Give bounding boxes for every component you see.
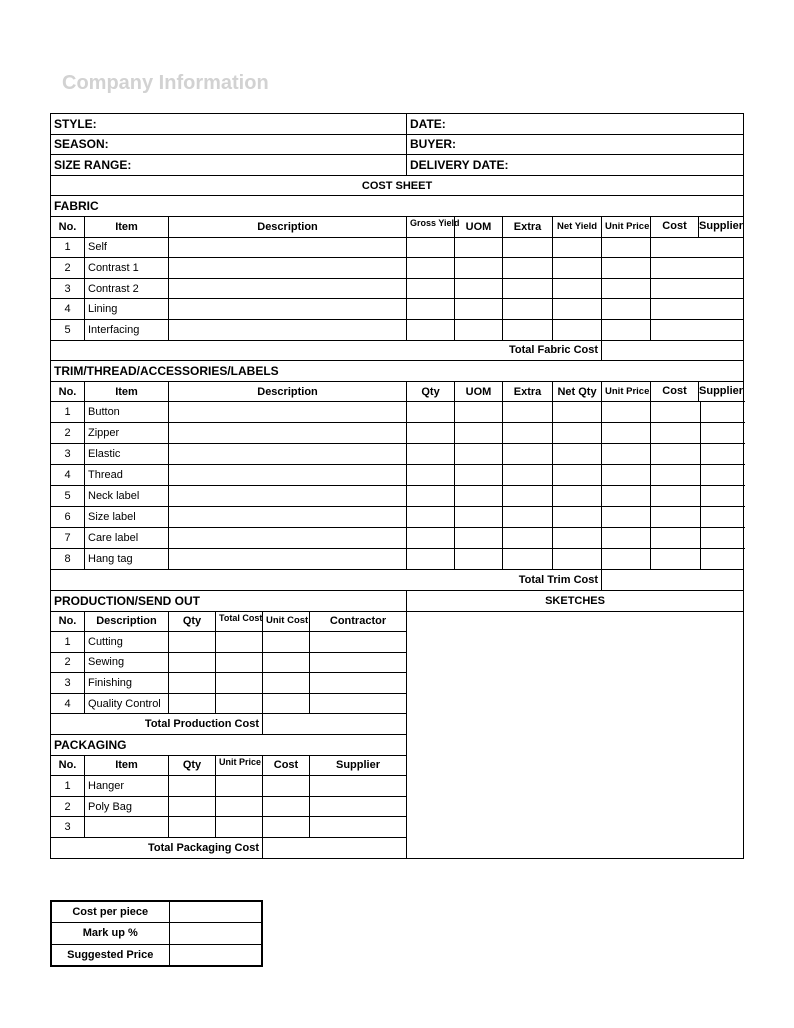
packaging-col-unit-price: Unit Price	[216, 755, 263, 776]
item-cell[interactable]: Neck label	[85, 486, 169, 507]
row-number: 5	[51, 486, 85, 507]
description-cell[interactable]: Finishing	[85, 673, 169, 694]
trim-col-uom: UOM	[455, 381, 503, 402]
fabric-col-extra: Extra	[503, 216, 553, 237]
description-cell[interactable]	[169, 402, 407, 423]
production-col-no: No.	[51, 611, 85, 632]
fabric-col-net-yield: Net Yield	[553, 216, 602, 237]
date-field[interactable]	[407, 114, 744, 135]
description-cell[interactable]	[169, 319, 407, 340]
description-cell[interactable]: Quality Control	[85, 693, 169, 714]
description-cell[interactable]: Cutting	[85, 632, 169, 653]
cost-per-piece-row	[51, 901, 262, 923]
row-number: 3	[51, 673, 85, 694]
row-number: 4	[51, 465, 85, 486]
size-range-row	[51, 155, 744, 176]
trim-col-extra: Extra	[503, 381, 553, 402]
trim-row	[51, 507, 744, 528]
fabric-total-row	[51, 340, 744, 361]
season-label: SEASON:	[54, 137, 109, 152]
cost-sheet-title: COST SHEET	[51, 175, 744, 196]
description-cell[interactable]	[169, 444, 407, 465]
row-number: 3	[51, 444, 85, 465]
row-number: 3	[51, 278, 85, 299]
fabric-col-no: No.	[51, 216, 85, 237]
row-number: 1	[51, 237, 85, 258]
fabric-col-unit-price: Unit Price	[602, 216, 651, 237]
row-number: 5	[51, 319, 85, 340]
fabric-row	[51, 299, 744, 320]
mark-up-row	[51, 923, 262, 945]
size-range-label: SIZE RANGE:	[54, 157, 132, 172]
item-cell[interactable]: Interfacing	[85, 319, 169, 340]
item-cell[interactable]: Elastic	[85, 444, 169, 465]
trim-title: TRIM/THREAD/ACCESSORIES/LABELS	[51, 361, 744, 382]
style-label: STYLE:	[54, 116, 97, 131]
total-trim-cost-value[interactable]	[602, 570, 744, 591]
production-col-description: Description	[85, 611, 169, 632]
delivery-date-label: DELIVERY DATE:	[410, 157, 509, 172]
row-number: 7	[51, 528, 85, 549]
fabric-col-supplier: Supplier	[699, 219, 744, 232]
row-number: 2	[51, 796, 85, 817]
description-cell[interactable]	[169, 528, 407, 549]
fabric-row	[51, 278, 744, 299]
fabric-title: FABRIC	[51, 196, 744, 217]
trim-total-row	[51, 570, 744, 591]
row-number: 3	[51, 817, 85, 838]
date-label: DATE:	[410, 116, 446, 131]
row-number: 1	[51, 776, 85, 797]
trim-row	[51, 528, 744, 549]
fabric-row	[51, 319, 744, 340]
item-cell[interactable]: Care label	[85, 528, 169, 549]
total-fabric-cost-value[interactable]	[602, 340, 744, 361]
row-number: 1	[51, 402, 85, 423]
style-row	[51, 114, 744, 135]
fabric-col-item: Item	[85, 216, 169, 237]
row-number: 4	[51, 299, 85, 320]
fabric-row	[51, 237, 744, 258]
cost-per-piece-label: Cost per piece	[51, 901, 169, 923]
sketches-area[interactable]	[407, 611, 744, 858]
production-col-unit-cost: Unit Cost	[263, 611, 310, 632]
trim-col-description: Description	[169, 381, 407, 402]
trim-row	[51, 465, 744, 486]
row-number: 2	[51, 652, 85, 673]
packaging-col-supplier: Supplier	[310, 755, 407, 776]
trim-row	[51, 444, 744, 465]
trim-row	[51, 549, 744, 570]
item-cell[interactable]: Contrast 1	[85, 258, 169, 279]
row-number: 8	[51, 549, 85, 570]
buyer-label: BUYER:	[410, 137, 457, 152]
fabric-col-cost: Cost	[651, 217, 699, 237]
company-information-title: Company Information	[62, 72, 269, 94]
trim-col-qty: Qty	[407, 381, 455, 402]
mark-up-value[interactable]	[169, 923, 262, 945]
buyer-field[interactable]	[407, 134, 744, 155]
item-cell[interactable]: Button	[85, 402, 169, 423]
row-number: 4	[51, 693, 85, 714]
item-cell[interactable]: Thread	[85, 465, 169, 486]
description-cell[interactable]	[169, 486, 407, 507]
total-trim-cost-label: Total Trim Cost	[51, 570, 602, 591]
trim-col-supplier: Supplier	[699, 384, 744, 397]
description-cell[interactable]	[169, 549, 407, 570]
fabric-column-headers	[51, 216, 744, 237]
packaging-col-cost: Cost	[263, 755, 310, 776]
item-cell[interactable]: Hanger	[85, 776, 169, 797]
row-number: 1	[51, 632, 85, 653]
item-cell[interactable]: Size label	[85, 507, 169, 528]
trim-col-cost: Cost	[651, 382, 699, 402]
size-range-field[interactable]	[51, 155, 407, 176]
description-cell[interactable]	[169, 465, 407, 486]
suggested-price-row	[51, 944, 262, 966]
packaging-col-qty: Qty	[169, 755, 216, 776]
row-number: 2	[51, 423, 85, 444]
description-cell[interactable]: Sewing	[85, 652, 169, 673]
trim-col-net-qty: Net Qty	[553, 381, 602, 402]
packaging-col-item: Item	[85, 755, 169, 776]
trim-column-headers	[51, 381, 744, 402]
packaging-title: PACKAGING	[51, 735, 407, 756]
trim-row	[51, 402, 744, 423]
fabric-col-description: Description	[169, 216, 407, 237]
item-cell[interactable]: Contrast 2	[85, 278, 169, 299]
row-number: 2	[51, 258, 85, 279]
description-cell[interactable]	[169, 299, 407, 320]
total-production-cost-label: Total Production Cost	[51, 714, 263, 735]
mark-up-label: Mark up %	[51, 923, 169, 945]
packaging-col-no: No.	[51, 755, 85, 776]
fabric-row	[51, 258, 744, 279]
cost-sheet-title-row	[51, 175, 744, 196]
item-cell[interactable]: Poly Bag	[85, 796, 169, 817]
season-field[interactable]	[51, 134, 407, 155]
item-cell[interactable]: Zipper	[85, 423, 169, 444]
item-cell[interactable]: Self	[85, 237, 169, 258]
production-title: PRODUCTION/SEND OUT	[51, 590, 407, 611]
production-col-contractor: Contractor	[310, 611, 407, 632]
cost-sheet-table	[50, 113, 744, 859]
row-number: 6	[51, 507, 85, 528]
style-field[interactable]	[51, 114, 407, 135]
production-section-header	[51, 590, 744, 611]
description-cell[interactable]	[169, 423, 407, 444]
fabric-section-header	[51, 196, 744, 217]
season-row	[51, 134, 744, 155]
trim-section-header	[51, 361, 744, 382]
production-col-total-cost: Total Cost	[216, 611, 263, 632]
production-col-qty: Qty	[169, 611, 216, 632]
total-packaging-cost-value[interactable]	[263, 838, 407, 859]
description-cell[interactable]	[169, 507, 407, 528]
description-cell[interactable]	[169, 258, 407, 279]
trim-row	[51, 423, 744, 444]
total-fabric-cost-label: Total Fabric Cost	[51, 340, 602, 361]
total-packaging-cost-label: Total Packaging Cost	[51, 838, 263, 859]
fabric-col-gross-yield: Gross Yield	[407, 216, 455, 237]
suggested-price-value[interactable]	[169, 944, 262, 966]
production-column-headers	[51, 611, 744, 632]
item-cell[interactable]	[85, 817, 169, 838]
trim-col-no: No.	[51, 381, 85, 402]
cost-per-piece-value[interactable]	[169, 901, 262, 923]
total-production-cost-value[interactable]	[263, 714, 407, 735]
trim-row	[51, 486, 744, 507]
description-cell[interactable]	[169, 278, 407, 299]
item-cell[interactable]: Lining	[85, 299, 169, 320]
item-cell[interactable]: Hang tag	[85, 549, 169, 570]
sketches-title: SKETCHES	[407, 590, 744, 611]
delivery-date-field[interactable]	[407, 155, 744, 176]
trim-col-unit-price: Unit Price	[602, 381, 651, 402]
suggested-price-label: Suggested Price	[51, 944, 169, 966]
pricing-summary-table	[50, 900, 263, 967]
fabric-col-uom: UOM	[455, 216, 503, 237]
trim-col-item: Item	[85, 381, 169, 402]
description-cell[interactable]	[169, 237, 407, 258]
